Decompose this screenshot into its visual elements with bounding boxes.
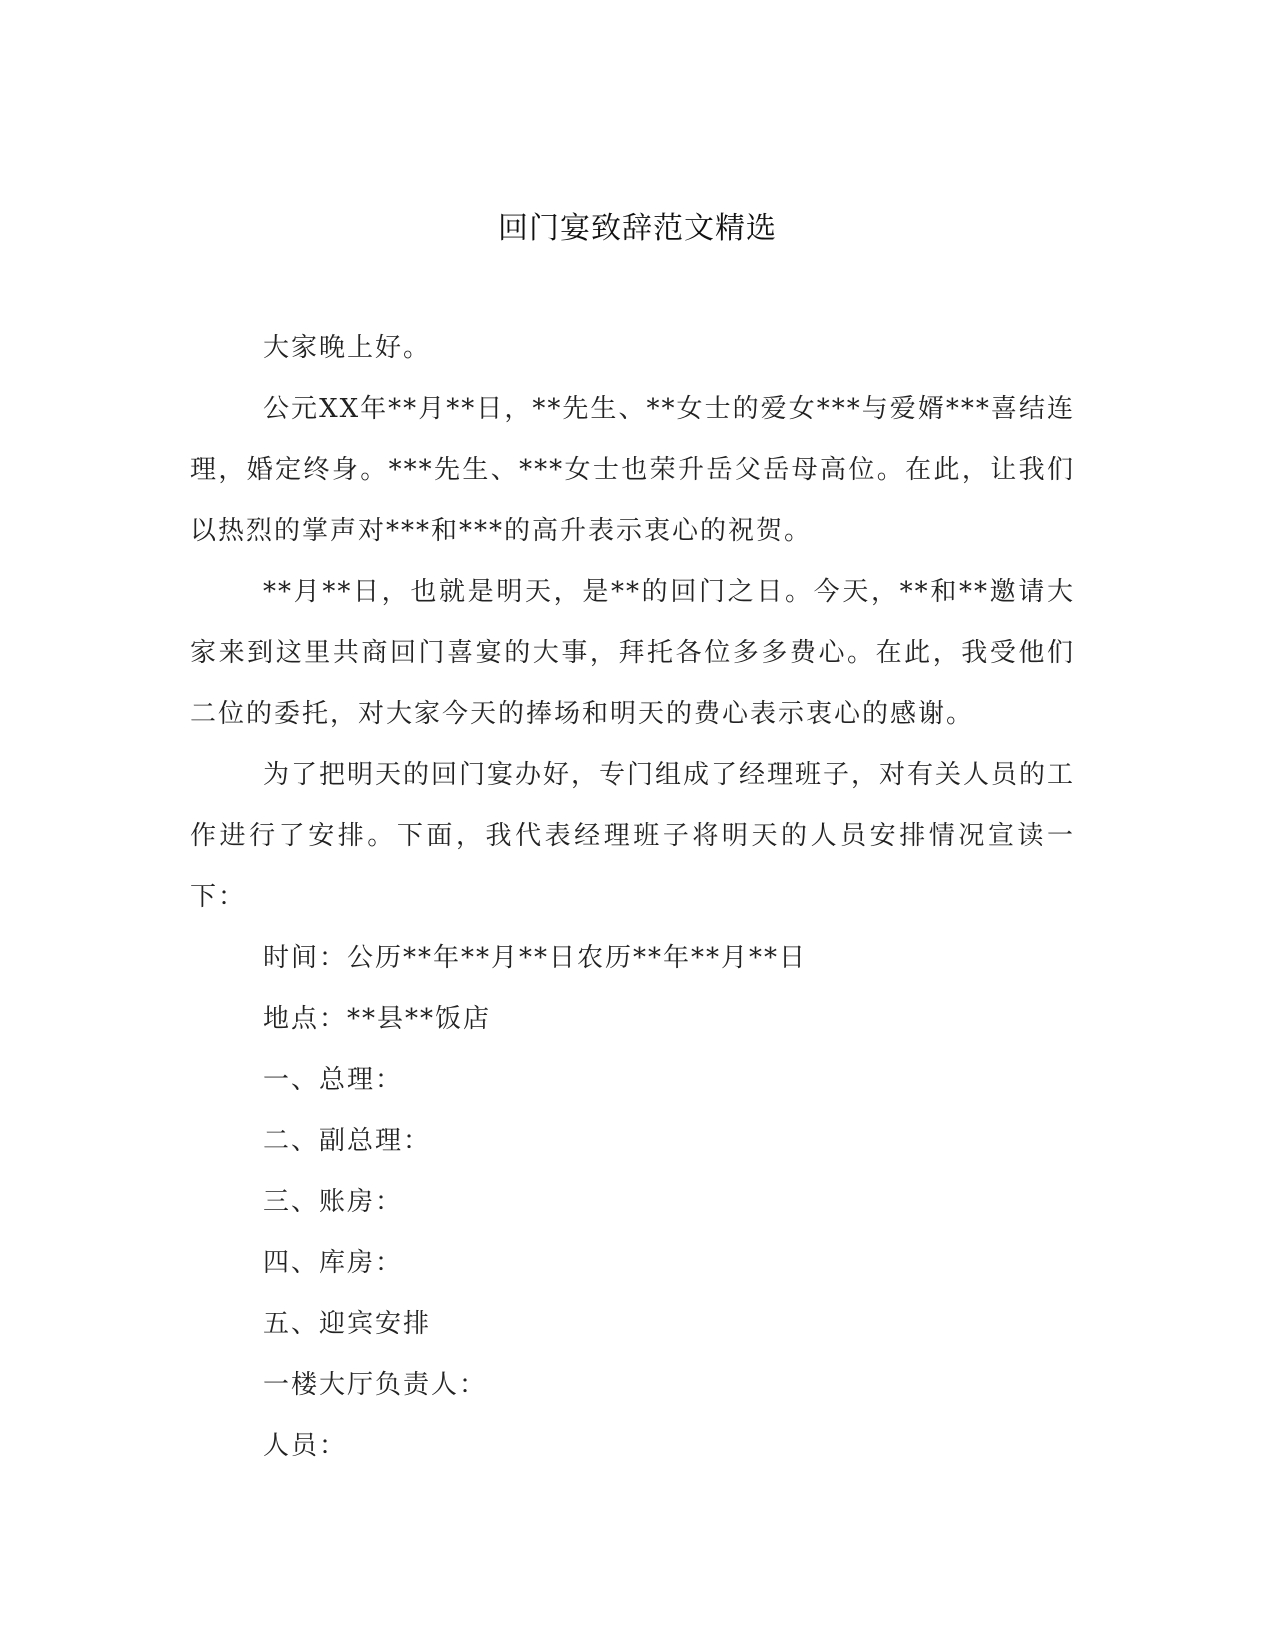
list-item: 人员：: [263, 1431, 348, 1461]
announcement-paragraph: 公元XX年**月**日，**先生、**女士的爱女***与爱婿***喜结连理，婚定终身。***先生、***女士也荣升岳父岳母高位。在此，让我们以热烈的掌声对***和***的高升表示衷心的祝贺。: [190, 394, 1075, 546]
greeting-paragraph: 大家晚上好。: [263, 333, 432, 363]
list-item: 一、总理：: [263, 1065, 404, 1095]
list-item: 二、副总理：: [263, 1126, 432, 1156]
invitation-paragraph: **月**日，也就是明天，是**的回门之日。今天，**和**邀请大家来到这里共商回门喜宴的大事，拜托各位多多费心。在此，我受他们二位的委托，对大家今天的捧场和明天的费心表示衷心的感谢。: [190, 577, 1075, 729]
list-item: 一楼大厅负责人：: [263, 1370, 488, 1400]
document-title: 回门宴致辞范文精选: [498, 211, 777, 246]
list-item: 四、库房：: [263, 1248, 404, 1278]
arrangement-paragraph: 为了把明天的回门宴办好，专门组成了经理班子，对有关人员的工作进行了安排。下面，我代表经理班子将明天的人员安排情况宣读一下：: [190, 760, 1076, 912]
document-body: [190, 318, 1075, 1477]
time-line: 时间：公历**年**月**日农历**年**月**日: [263, 943, 808, 973]
location-line: 地点：**县**饭店: [263, 1004, 492, 1034]
list-item: 三、账房：: [263, 1187, 404, 1217]
list-item: 五、迎宾安排: [263, 1309, 432, 1339]
